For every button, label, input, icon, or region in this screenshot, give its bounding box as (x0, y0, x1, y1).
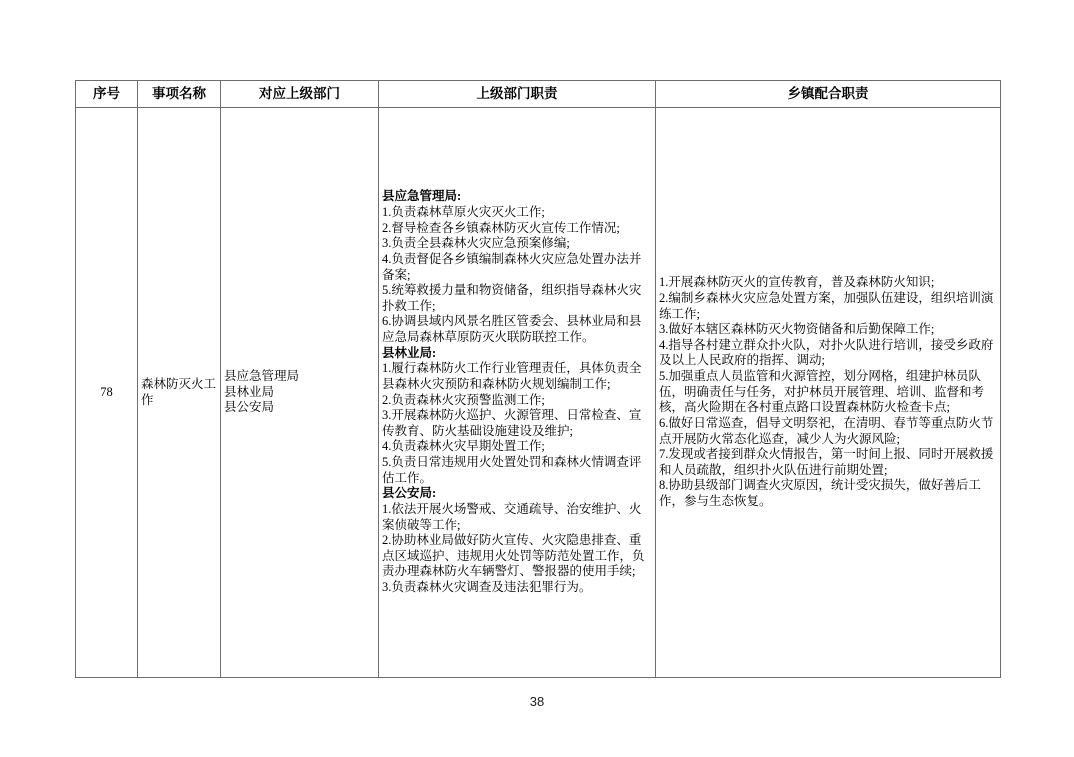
duty-line: 3.开展森林防火巡护、火源管理、日常检查、宣传教育、防火基础设施建设及维护; (382, 408, 642, 438)
duty-line: 2.负责森林火灾预警监测工作; (382, 392, 545, 407)
col-header-item-name: 事项名称 (138, 81, 221, 108)
superior-duty-list (382, 189, 652, 595)
duty-section-title: 县公安局: (382, 486, 437, 501)
table-row (76, 108, 1001, 678)
cell-seq-number: 78 (76, 108, 138, 678)
duty-line: 1.依法开展火场警戒、交通疏导、治安维护、火案侦破等工作; (382, 501, 642, 532)
duty-line: 1.开展森林防灭火的宣传教育，普及森林防火知识; (659, 275, 935, 290)
duty-line: 5.负责日常违规用火处置处罚和森林火情调查评估工作。 (382, 455, 642, 485)
duty-line: 6.协调县域内风景名胜区管委会、县林业局和县应急局森林草原防灭火联防联控工作。 (382, 314, 642, 344)
duty-line: 4.指导各村建立群众扑火队，对扑火队进行培训，接受乡政府及以上人民政府的指挥、调动; (659, 337, 994, 368)
duty-line: 2.编制乡森林火灾应急处置方案，加强队伍建设，组织培训演练工作; (659, 290, 994, 321)
department-line: 县公安局 (224, 400, 275, 415)
department-list (224, 369, 375, 416)
duty-line: 6.做好日常巡查，倡导文明祭祀，在清明、春节等重点防火节点开展防火常态化巡查，减少人为火源风险; (659, 415, 994, 446)
duty-line: 8.协助县级部门调查火灾原因，统计受灾损失，做好善后工作，参与生态恢复。 (659, 478, 981, 509)
col-header-township-duties: 乡镇配合职责 (656, 81, 1001, 108)
col-header-seq: 序号 (76, 81, 138, 108)
department-line: 县应急管理局 (224, 369, 300, 384)
cell-superior-duties (379, 108, 656, 678)
duty-line: 2.督导检查各乡镇森林防灭火宣传工作情况; (382, 220, 620, 235)
township-duty-list (659, 275, 997, 509)
duty-line: 1.负责森林草原火灾灭火工作; (382, 205, 545, 219)
col-header-superior-duties: 上级部门职责 (379, 81, 656, 108)
duty-section-title: 县应急管理局: (382, 189, 462, 204)
duty-line: 3.负责森林火灾调查及违法犯罪行为。 (382, 580, 592, 594)
duty-line: 2.协助林业局做好防火宣传、火灾隐患排查、重点区域巡护、违规用火处罚等防范处置工作，负责办理森林防火车辆警灯、警报器的使用手续; (382, 533, 645, 579)
header-row (76, 81, 1001, 108)
cell-item-name: 森林防灭火工作 (138, 108, 221, 678)
department-line: 县林业局 (224, 384, 275, 399)
duty-line: 3.负责全县森林火灾应急预案修编; (382, 236, 570, 251)
page-number: 38 (529, 694, 545, 709)
duty-line: 3.做好本辖区森林防灭火物资储备和后勤保障工作; (659, 322, 935, 337)
duty-line: 4.负责督促各乡镇编制森林火灾应急处置办法并备案; (382, 251, 642, 282)
cell-township-duties (656, 108, 1001, 678)
col-header-department: 对应上级部门 (221, 81, 379, 108)
duty-line: 7.发现或者接到群众火情报告，第一时间上报、同时开展救援和人员疏散，组织扑火队伍进行前期处置; (659, 447, 994, 477)
responsibility-table (75, 80, 1001, 678)
duty-line: 1.履行森林防火工作行业管理责任，具体负责全县森林火灾预防和森林防火规划编制工作; (382, 361, 642, 391)
duty-line: 5.加强重点人员监管和火源管控，划分网格，组建护林员队伍，明确责任与任务，对护林员开展管理、培训、监督和考核，高火险期在各村重点路口设置森林防火检查卡点; (659, 369, 985, 415)
duty-section-title: 县林业局: (382, 345, 437, 360)
duty-line: 4.负责森林火灾早期处置工作; (382, 439, 545, 454)
cell-departments (221, 108, 379, 678)
duty-line: 5.统筹救援力量和物资储备，组织指导森林火灾扑救工作; (382, 283, 642, 313)
